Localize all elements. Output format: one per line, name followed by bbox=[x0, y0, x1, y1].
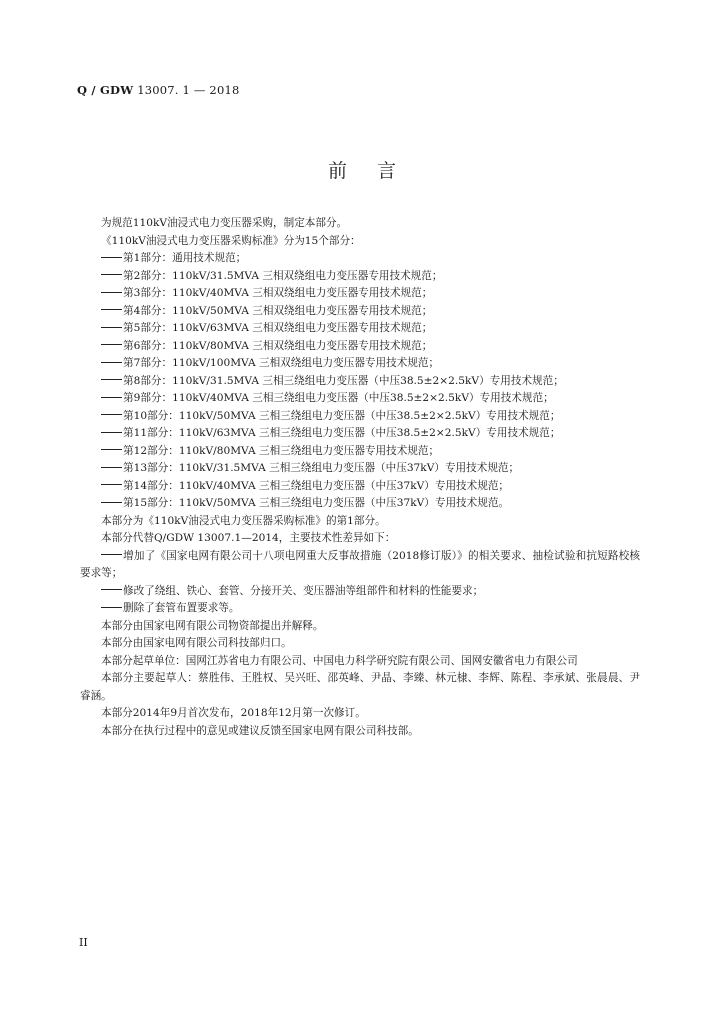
list-item: 第15部分：110kV/50MVA 三相三绕组电力变压器（中压37kV）专用技术规范。 bbox=[80, 495, 640, 513]
list-item: 第14部分：110kV/40MVA 三相三绕组电力变压器（中压37kV）专用技术规范； bbox=[80, 478, 640, 496]
dash-mark bbox=[101, 344, 122, 345]
dash-mark bbox=[101, 362, 122, 363]
changes-list bbox=[80, 548, 640, 618]
dash-mark bbox=[101, 607, 122, 608]
standard-number: 13007. 1 — 2018 bbox=[137, 83, 240, 97]
standard-code: Q / GDW bbox=[77, 83, 134, 97]
replaces-statement: 本部分代替Q/GDW 13007.1—2014，主要技术性差异如下： bbox=[101, 532, 396, 544]
list-item: 增加了《国家电网有限公司十八项电网重大反事故措施（2018修订版）》的相关要求、抽检试验和抗短路校核要求等； bbox=[80, 549, 640, 579]
drafters: 本部分主要起草人：蔡胜伟、王胜权、吴兴旺、邵英峰、尹晶、李臻、林元棣、李辉、陈程、李承斌、张晨晨、尹睿涵。 bbox=[80, 672, 640, 702]
dash-mark bbox=[101, 432, 122, 433]
centralized-statement: 本部分由国家电网有限公司科技部归口。 bbox=[101, 637, 292, 649]
dash-mark bbox=[101, 397, 122, 398]
dash-mark bbox=[101, 502, 122, 503]
dash-mark bbox=[101, 467, 122, 468]
dash-mark bbox=[101, 274, 122, 275]
dash-mark bbox=[101, 327, 122, 328]
dash-mark bbox=[101, 292, 122, 293]
intro-paragraph-2: 《110kV油浸式电力变压器采购标准》分为15个部分： bbox=[101, 234, 361, 247]
list-item: 修改了绕组、铁心、套管、分接开关、变压器油等组部件和材料的性能要求； bbox=[80, 583, 640, 601]
list-item: 第7部分：110kV/100MVA 三相双绕组电力变压器专用技术规范； bbox=[80, 355, 640, 373]
list-item: 第5部分：110kV/63MVA 三相双绕组电力变压器专用技术规范； bbox=[80, 320, 640, 338]
list-item: 第11部分：110kV/63MVA 三相三绕组电力变压器（中压38.5±2×2.5kV）专用技术规范； bbox=[80, 425, 640, 443]
dash-mark bbox=[101, 379, 122, 380]
page-number: II bbox=[79, 936, 88, 949]
list-item: 第3部分：110kV/40MVA 三相双绕组电力变压器专用技术规范； bbox=[80, 285, 640, 303]
dash-mark bbox=[101, 589, 122, 590]
dash-mark bbox=[101, 309, 122, 310]
list-item: 第2部分：110kV/31.5MVA 三相双绕组电力变压器专用技术规范； bbox=[80, 268, 640, 286]
feedback-statement: 本部分在执行过程中的意见或建议反馈至国家电网有限公司科技部。 bbox=[101, 724, 419, 737]
list-item: 第12部分：110kV/80MVA 三相三绕组电力变压器专用技术规范； bbox=[80, 443, 640, 461]
list-item: 第13部分：110kV/31.5MVA 三相三绕组电力变压器（中压37kV）专用技术规范； bbox=[80, 460, 640, 478]
list-item: 第10部分：110kV/50MVA 三相三绕组电力变压器（中压38.5±2×2.5kV）专用技术规范； bbox=[80, 408, 640, 426]
dash-mark bbox=[101, 449, 122, 450]
list-item: 删除了套管布置要求等。 bbox=[80, 600, 640, 618]
dash-mark bbox=[101, 414, 122, 415]
intro-paragraph-1: 为规范110kV油浸式电力变压器采购，制定本部分。 bbox=[101, 217, 348, 229]
page-title: 前言 bbox=[327, 160, 426, 182]
list-item: 第6部分：110kV/80MVA 三相双绕组电力变压器专用技术规范； bbox=[80, 338, 640, 356]
list-item: 第9部分：110kV/40MVA 三相三绕组电力变压器（中压38.5±2×2.5kV）专用技术规范； bbox=[80, 390, 640, 408]
dash-mark bbox=[101, 484, 122, 485]
list-item: 第1部分：通用技术规范； bbox=[80, 250, 640, 268]
proposer-statement: 本部分由国家电网有限公司物资部提出并解释。 bbox=[101, 619, 324, 632]
dash-mark bbox=[101, 554, 122, 555]
foreword-body bbox=[80, 215, 640, 740]
this-part-statement: 本部分为《110kV油浸式电力变压器采购标准》的第1部分。 bbox=[101, 514, 386, 527]
release-history: 本部分2014年9月首次发布，2018年12月第一次修订。 bbox=[101, 707, 366, 719]
list-item: 第4部分：110kV/50MVA 三相双绕组电力变压器专用技术规范； bbox=[80, 303, 640, 321]
parts-list bbox=[80, 250, 640, 513]
dash-mark bbox=[101, 257, 122, 258]
drafting-units: 本部分起草单位：国网江苏省电力有限公司、中国电力科学研究院有限公司、国网安徽省电力有限公司 bbox=[101, 654, 578, 667]
list-item: 第8部分：110kV/31.5MVA 三相三绕组电力变压器（中压38.5±2×2.5kV）专用技术规范； bbox=[80, 373, 640, 391]
document-header bbox=[77, 83, 240, 97]
